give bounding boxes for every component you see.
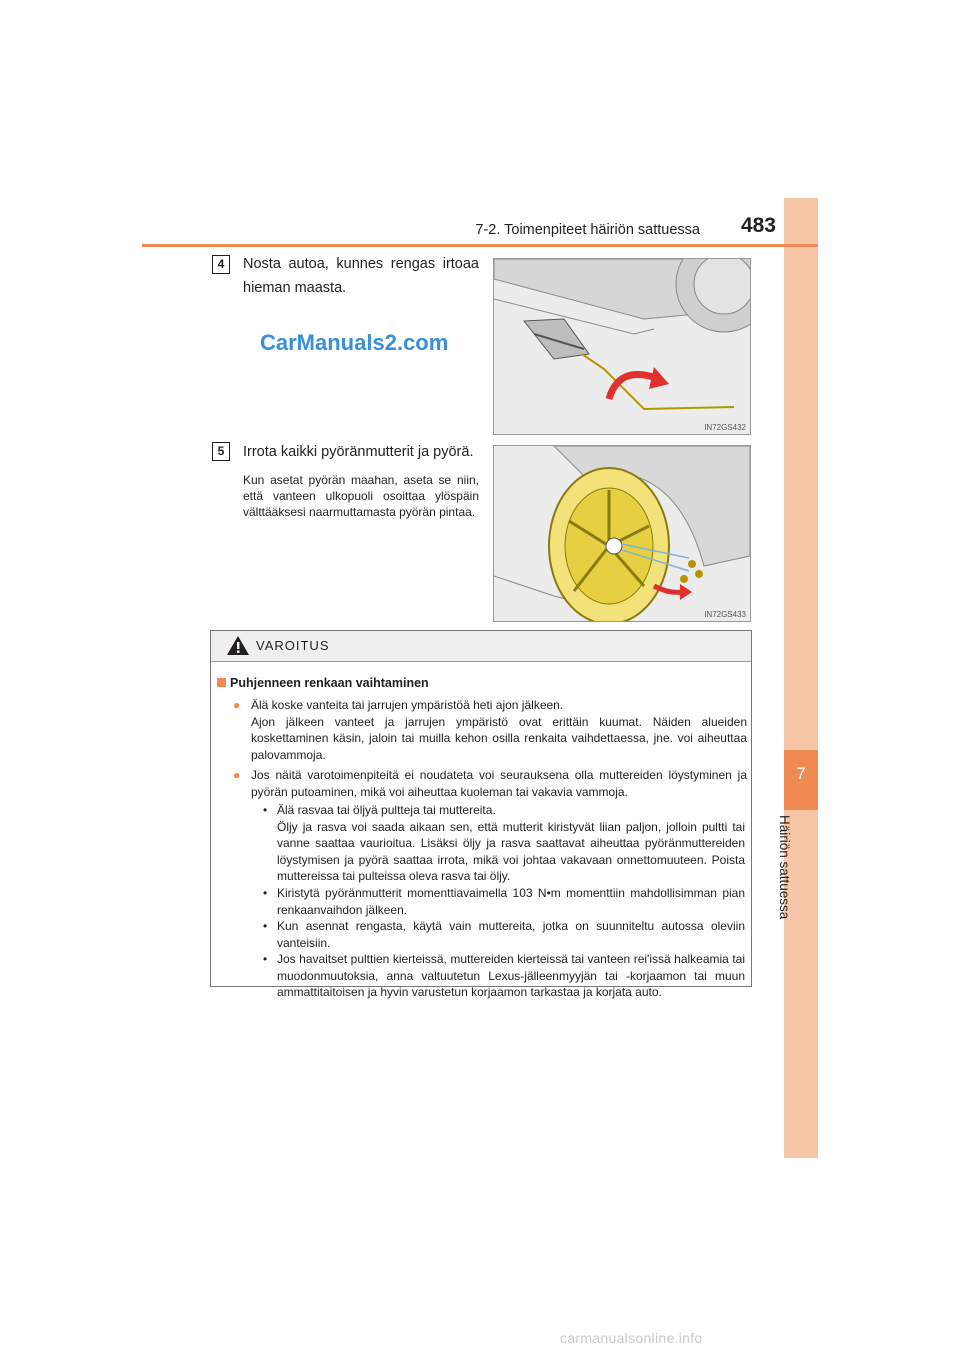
wheel-illustration bbox=[494, 446, 750, 621]
figure-wheel-removal bbox=[493, 445, 751, 622]
figure-jack-raising bbox=[493, 258, 751, 435]
side-tab-band bbox=[784, 198, 818, 1158]
step-number: 4 bbox=[212, 255, 230, 274]
watermark: CarManuals2.com bbox=[260, 330, 449, 355]
section-title: 7-2. Toimenpiteet häiriön sattuessa bbox=[475, 222, 700, 238]
warning-sub-item: • Kiristytä pyöränmutterit momenttiavaimella 103 N•m momenttiin mahdollisimman pian renkaanvaihdon jälkeen. bbox=[263, 886, 745, 917]
chapter-label: Häiriön sattuessa bbox=[777, 815, 792, 920]
step-text: Irrota kaikki pyöränmutterit ja pyörä. bbox=[243, 444, 474, 460]
dot-icon: • bbox=[263, 886, 268, 900]
header-rule bbox=[142, 244, 818, 247]
dot-icon: • bbox=[263, 952, 268, 966]
footer-watermark: carmanualsonline.info bbox=[560, 1330, 703, 1346]
warning-sub-item: • Jos havaitset pulttien kierteissä, muttereiden kierteissä tai vanteen rei'issä halkeamia tai muodonmuutoksia, anna valtuutetun Lexus-jälleenmyyjän tai -korjaamon tai muun ammattitaitoisen ja hyvin varustetun korjaamon tarkastaa ja korjata auto. bbox=[263, 952, 745, 999]
warning-heading: Puhjenneen renkaan vaihtaminen bbox=[217, 675, 429, 692]
warning-box bbox=[210, 630, 752, 999]
warning-bullet: ● Älä koske vanteita tai jarrujen ympäristöä heti ajon jälkeen. Ajon jälkeen vanteet ja jarrujen ympäristö ovat erittäin kuumat. Näiden alueiden koskettaminen käsin, jaloin tai muilla kehon osilla renkaita vaihdettaessa, jne. voi aiheuttaa palovammoja. bbox=[233, 698, 747, 762]
page-number: 483 bbox=[740, 214, 776, 237]
figure-code: IN72GS432 bbox=[704, 423, 746, 432]
warning-bullet: ● Jos näitä varotoimenpiteitä ei noudateta voi seurauksena olla muttereiden löystyminen ja pyörän putoaminen, mikä voi aiheuttaa kuoleman tai vakavia vammoja. bbox=[233, 768, 747, 799]
warning-header bbox=[211, 631, 751, 662]
figure-code: IN72GS433 bbox=[704, 610, 746, 619]
bullet-icon: ● bbox=[233, 698, 241, 712]
warning-sub-item: • Kun asennat rengasta, käytä vain muttereita, jotka on suunniteltu autossa oleviin vanteisiin. bbox=[263, 919, 745, 950]
jack-illustration bbox=[494, 259, 750, 434]
bullet-icon: ● bbox=[233, 768, 241, 782]
warning-title: VAROITUS bbox=[256, 638, 330, 653]
step-number: 5 bbox=[212, 442, 230, 461]
chapter-number: 7 bbox=[796, 764, 806, 783]
step-text: Nosta autoa, kunnes rengas irtoaa hieman maasta. bbox=[243, 256, 479, 296]
step-note: Kun asetat pyörän maahan, aseta se niin, että vanteen ulkopuoli osoittaa ylöspäin välttääksesi naarmuttamasta pyörän pintaa. bbox=[243, 473, 479, 519]
warning-triangle-icon bbox=[226, 635, 250, 656]
dot-icon: • bbox=[263, 919, 268, 933]
warning-sub-item: • Älä rasvaa tai öljyä pultteja tai muttereita. Öljy ja rasva voi saada aikaan sen, että mutterit kiristyvät liian paljon, jolloin pultti tai vanne saattaa vaurioitua. Lisäksi öljy ja rasva saattavat aiheuttaa pyöränmuttereiden löystymisen ja pyörä saattaa irrota, mikä voi johtaa vakavaan onnettomuuteen. Poista muttereissa tai pulteissa oleva rasva tai öljy. bbox=[263, 803, 745, 883]
square-bullet-icon bbox=[217, 678, 226, 687]
dot-icon: • bbox=[263, 803, 268, 817]
